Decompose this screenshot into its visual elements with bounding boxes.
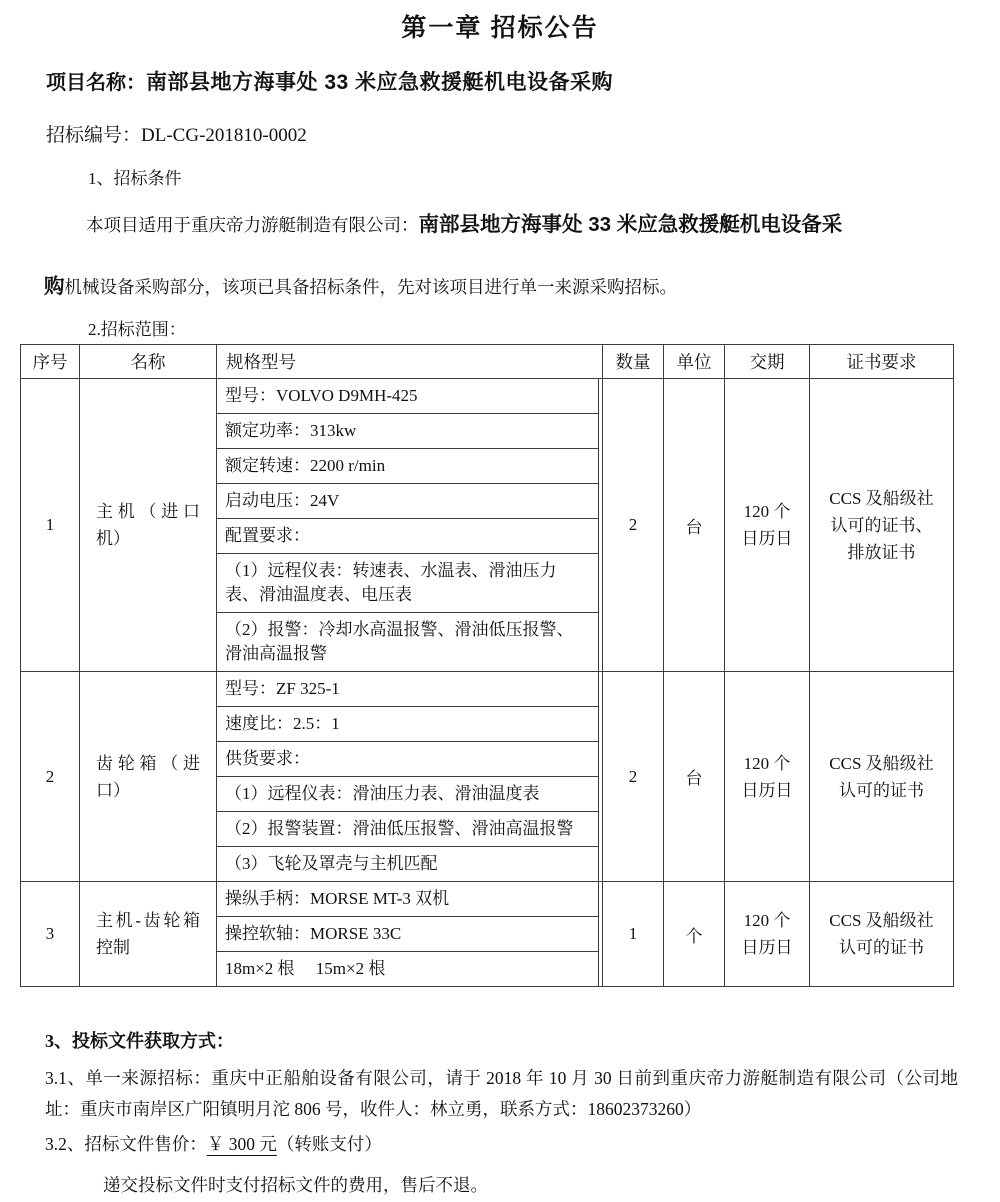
header-qty: 数量 [603, 345, 664, 379]
spec-item: 速度比：2.5：1 [217, 707, 599, 742]
header-seq: 序号 [21, 345, 80, 379]
spec-item: 操控软轴：MORSE 33C [217, 917, 599, 952]
header-name: 名称 [80, 345, 217, 379]
project-name-label: 项目名称： [46, 72, 146, 94]
spec-item: 额定功率：313kw [217, 414, 599, 449]
table-header-row [21, 345, 954, 379]
doc-price-label: 3.2、招标文件售价： [45, 1134, 207, 1154]
row-unit: 台 [664, 672, 725, 882]
row-delivery: 120 个日历日 [725, 672, 810, 882]
row-unit: 台 [664, 379, 725, 672]
tender-number-label: 招标编号： [46, 125, 142, 146]
tender-number-line [46, 122, 1000, 150]
section-3-note: 递交投标文件时支付招标文件的费用，售后不退。 [103, 1175, 488, 1195]
spec-item: （3）飞轮及罩壳与主机匹配 [217, 847, 599, 882]
intro-project-name-part1: 南部县地方海事处 33 米应急救援艇机电设备采 [418, 213, 843, 236]
row-delivery: 120 个日历日 [725, 379, 810, 672]
row-unit: 个 [664, 882, 725, 987]
section-1-heading: 1、招标条件 [88, 169, 182, 188]
project-name-line [46, 68, 1000, 98]
spec-item: （2）报警装置：滑油低压报警、滑油高温报警 [217, 812, 599, 847]
doc-price-suffix: （转账支付） [276, 1134, 382, 1154]
doc-price-value: ￥ 300 元 [206, 1134, 277, 1154]
row-qty: 1 [603, 882, 664, 987]
spec-item: （1）远程仪表：滑油压力表、滑油温度表 [217, 777, 599, 812]
header-cert: 证书要求 [810, 345, 954, 379]
intro-prefix: 本项目适用于重庆帝力游艇制造有限公司： [86, 215, 419, 235]
row-delivery: 120 个日历日 [725, 882, 810, 987]
row-cert: CCS 及船级社认可的证书、排放证书 [810, 379, 954, 672]
row-seq: 3 [21, 882, 80, 987]
spec-item: 额定转速：2200 r/min [217, 449, 599, 484]
section-3-item-2 [45, 1130, 1000, 1158]
spec-item: （2）报警：冷却水高温报警、滑油低压报警、滑油高温报警 [217, 613, 599, 672]
row-name: 主机-齿轮箱控制 [80, 882, 217, 987]
row-name: 主机（进口机） [80, 379, 217, 672]
row-qty: 2 [603, 379, 664, 672]
spec-item: 操纵手柄：MORSE MT-3 双机 [217, 882, 599, 917]
spec-item: 型号：VOLVO D9MH-425 [217, 379, 599, 414]
header-delivery: 交期 [725, 345, 810, 379]
spec-item: 供货要求： [217, 742, 599, 777]
row-seq: 1 [21, 379, 80, 672]
spec-item: 启动电压：24V [217, 484, 599, 519]
row-cert: CCS 及船级社认可的证书 [810, 882, 954, 987]
section-1-paragraph [44, 194, 956, 318]
tender-scope-table [20, 344, 954, 987]
spec-item: （1）远程仪表：转速表、水温表、滑油压力表、滑油温度表、电压表 [217, 554, 599, 613]
row-spec-list [217, 379, 603, 672]
row-spec-list [217, 672, 603, 882]
table-row [21, 672, 954, 882]
row-spec-list [217, 882, 603, 987]
spec-item: 18m×2 根 15m×2 根 [217, 952, 599, 987]
intro-project-name-part2: 购 [44, 275, 65, 298]
section-3-item-1: 3.1、单一来源招标：重庆中正船舶设备有限公司，请于 2018 年 10 月 30 日前到重庆帝力游艇制造有限公司（公司地址：重庆市南岸区广阳镇明月沱 806 号，收件人：林立勇，联系方式：18602373260） [45, 1068, 958, 1119]
tender-number-value: DL-CG-201810-0002 [141, 125, 307, 146]
row-cert: CCS 及船级社认可的证书 [810, 672, 954, 882]
header-spec: 规格型号 [217, 345, 603, 379]
intro-suffix: 机械设备采购部分，该项已具备招标条件，先对该项目进行单一来源采购招标。 [64, 277, 677, 297]
spec-item: 配置要求： [217, 519, 599, 554]
row-seq: 2 [21, 672, 80, 882]
page-title: 第一章 招标公告 [401, 15, 599, 42]
header-unit: 单位 [664, 345, 725, 379]
project-name-value: 南部县地方海事处 33 米应急救援艇机电设备采购 [146, 71, 614, 94]
row-qty: 2 [603, 672, 664, 882]
table-row [21, 882, 954, 987]
spec-item: 型号：ZF 325-1 [217, 672, 599, 707]
row-name: 齿轮箱（进口） [80, 672, 217, 882]
section-2-heading: 2.招标范围： [88, 320, 186, 339]
table-row [21, 379, 954, 672]
section-3-heading: 3、投标文件获取方式： [45, 1031, 234, 1051]
